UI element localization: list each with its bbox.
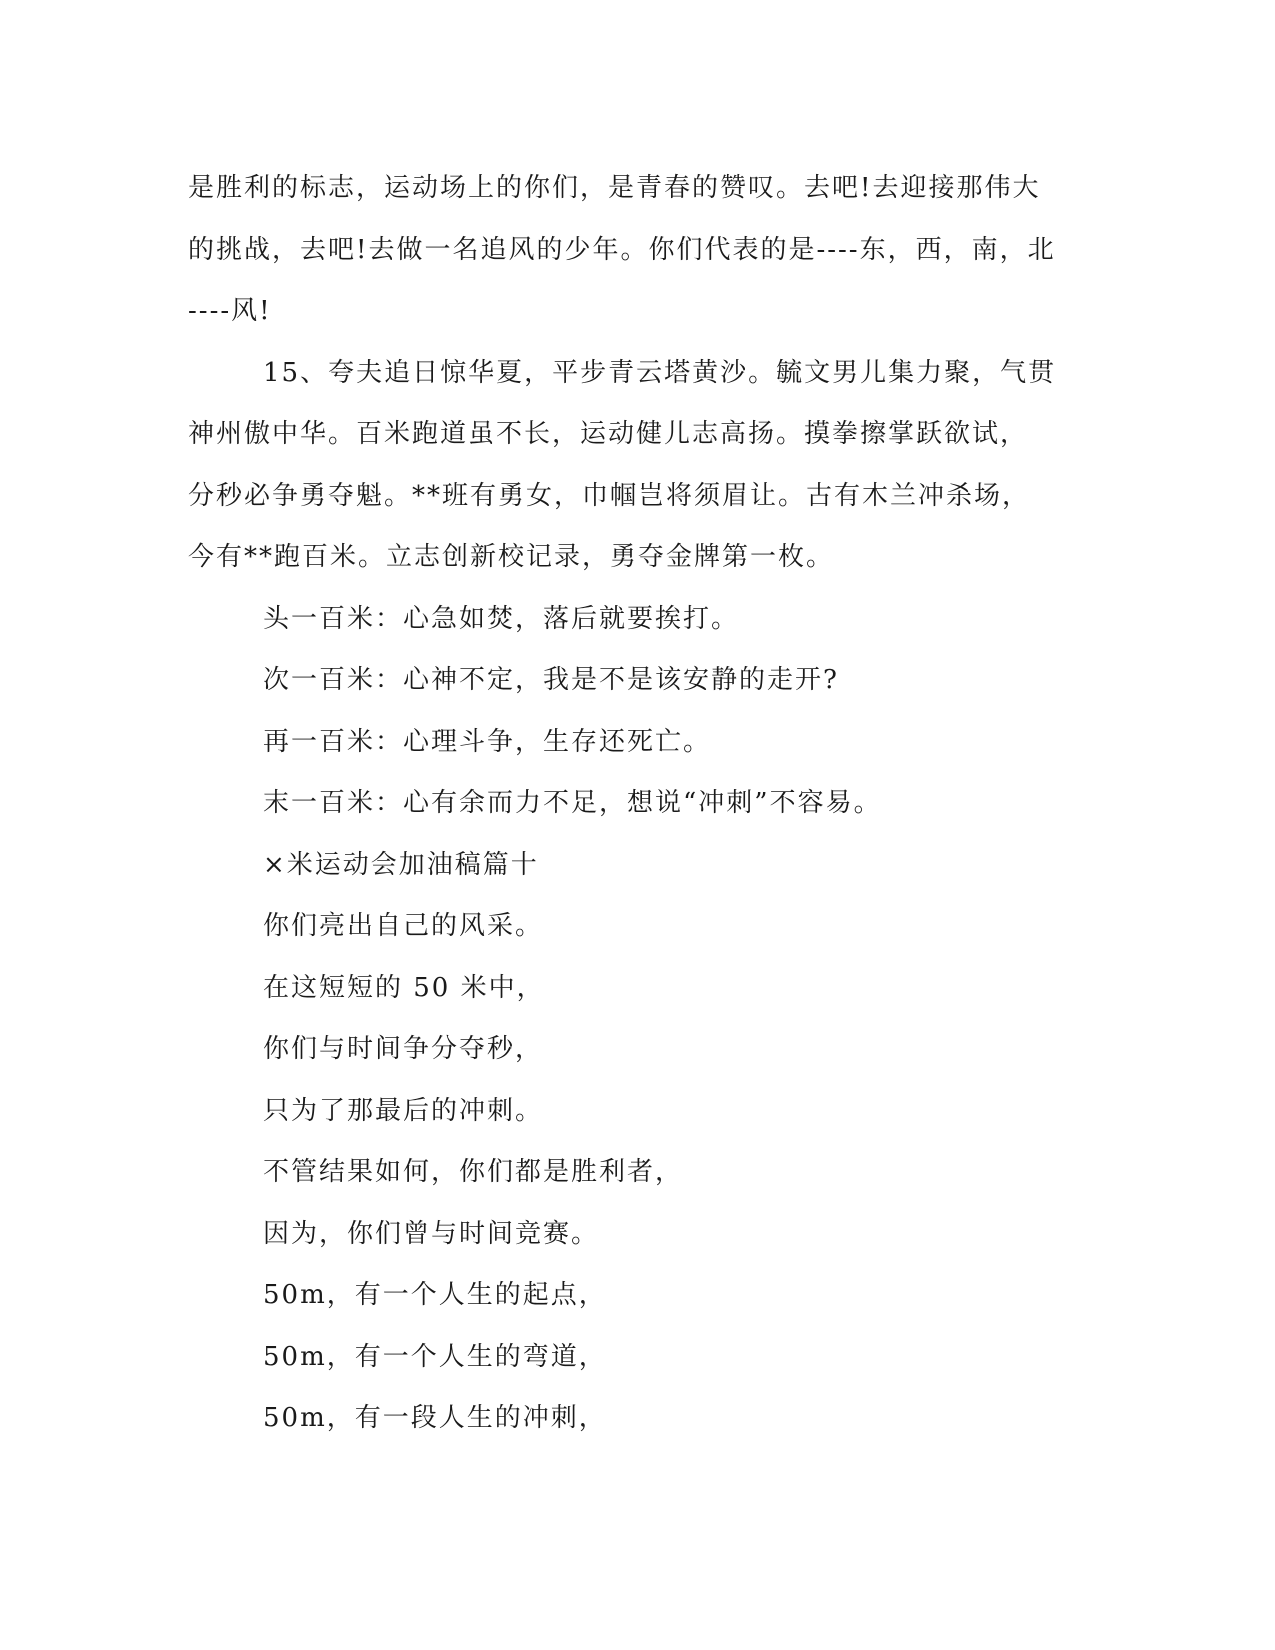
poem-line: 因为，你们曾与时间竞赛。 <box>263 1218 600 1249</box>
paragraph-line: ----风! <box>188 296 272 326</box>
paragraph-line: 的挑战，去吧!去做一名追风的少年。你们代表的是----东，西，南，北 <box>188 234 1056 265</box>
document-body <box>188 158 1088 1450</box>
verse-line: 末一百米：心有余而力不足，想说“冲刺”不容易。 <box>263 788 882 818</box>
paragraph-line: 神州傲中华。百米跑道虽不长，运动健儿志高扬。摸拳擦掌跃欲试， <box>188 419 1029 449</box>
paragraph-line: 是胜利的标志，运动场上的你们，是青春的赞叹。去吧!去迎接那伟大 <box>188 173 1041 203</box>
poem-line: 50m，有一个人生的起点， <box>263 1280 607 1310</box>
paragraph-line: 今有**跑百米。立志创新校记录，勇夺金牌第一枚。 <box>188 542 835 572</box>
verse-line: 再一百米：心理斗争，生存还死亡。 <box>263 726 712 757</box>
poem-line: 你们与时间争分夺秒， <box>263 1034 544 1064</box>
verse-line: 次一百米：心神不定，我是不是该安静的走开? <box>263 665 839 695</box>
poem-line: 50m，有一个人生的弯道， <box>263 1341 607 1372</box>
poem-line: 不管结果如何，你们都是胜利者， <box>263 1157 684 1187</box>
verse-line: 头一百米：心急如焚，落后就要挨打。 <box>263 603 740 634</box>
paragraph-line: 分秒必争勇夺魁。**班有勇女，巾帼岂将须眉让。古有木兰冲杀场， <box>188 480 1031 511</box>
poem-line: 50m，有一段人生的冲刺， <box>263 1403 607 1433</box>
poem-line: 只为了那最后的冲刺。 <box>263 1095 544 1126</box>
paragraph-line: 15、夸夫追日惊华夏，平步青云塔黄沙。毓文男儿集力聚，气贯 <box>263 357 1057 388</box>
poem-line: 你们亮出自己的风采。 <box>263 911 544 941</box>
section-heading: ×米运动会加油稿篇十 <box>263 849 539 880</box>
poem-line: 在这短短的 50 米中， <box>263 972 545 1003</box>
